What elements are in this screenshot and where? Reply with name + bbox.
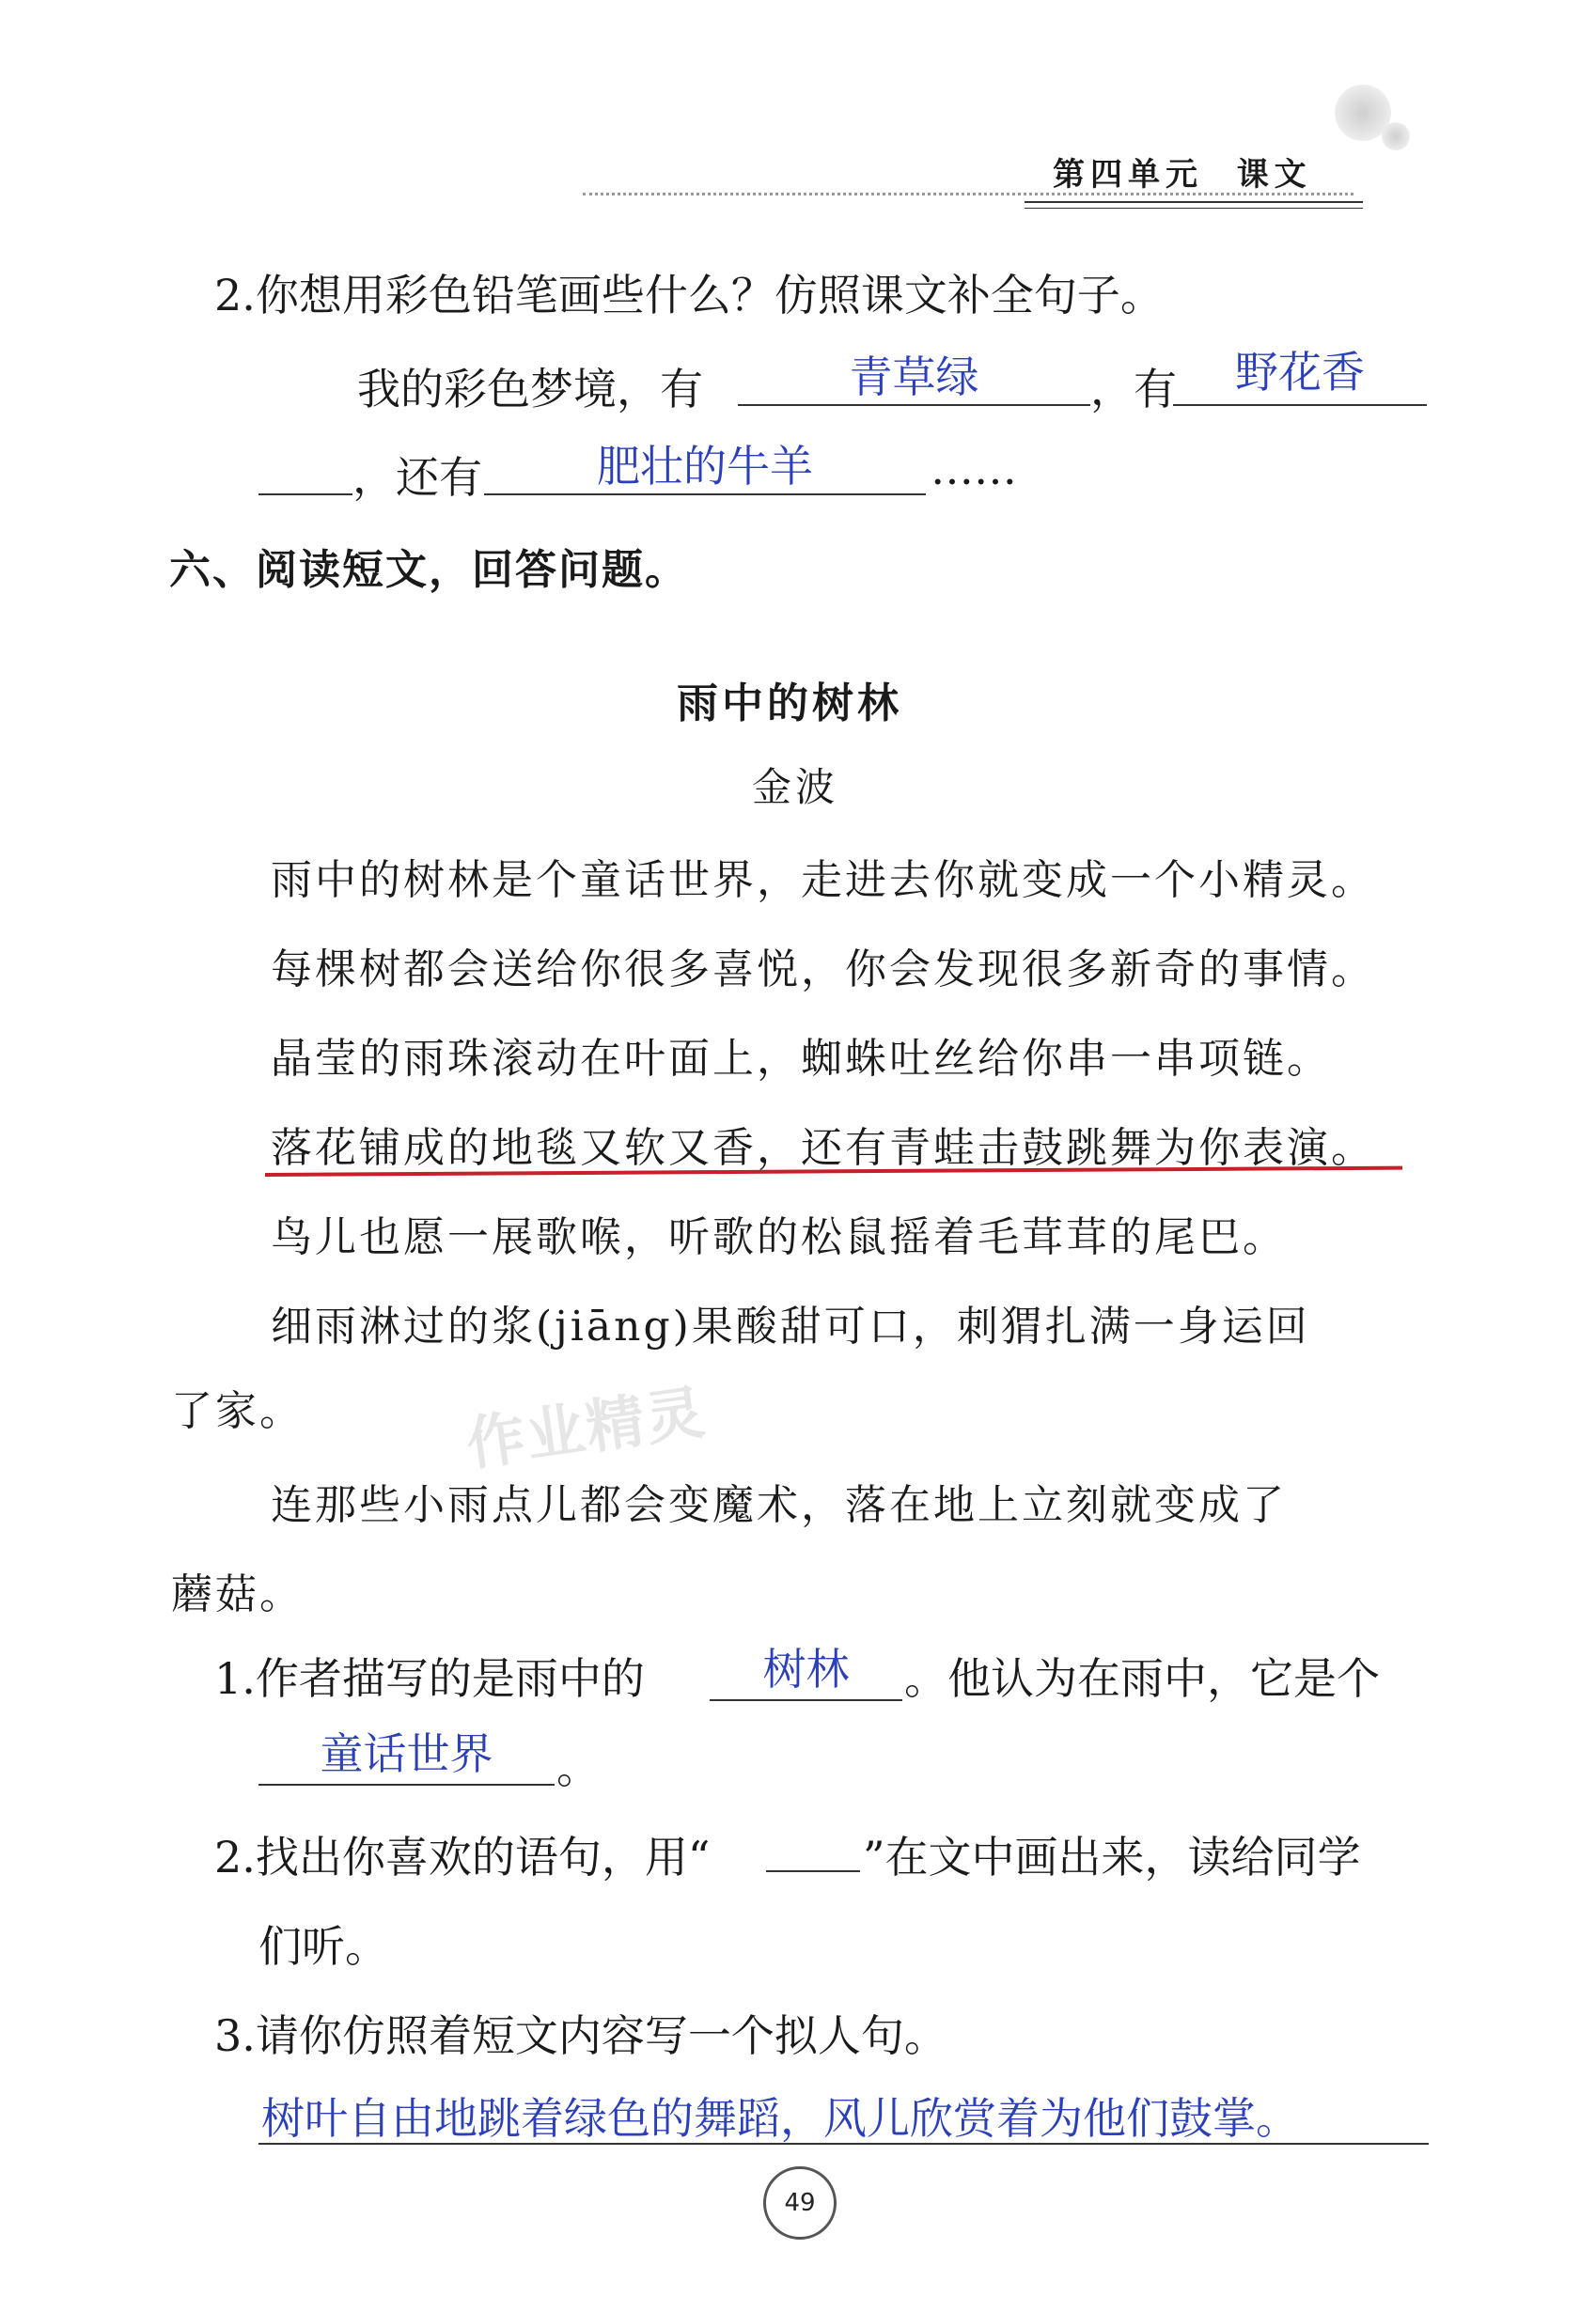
handwritten-answer: 肥壮的牛羊 [597,441,813,492]
poem-author: 金波 [752,764,839,810]
poem-line: 雨中的树林是个童话世界，走进去你就变成一个小精灵。 [271,856,1375,904]
question-prompt: ”在文中画出来，读给同学 [863,1832,1361,1882]
poem-title: 雨中的树林 [677,680,902,727]
fill-text: ，还有 [352,452,482,503]
answer-blank[interactable] [258,493,352,495]
question-prompt: 3.请你仿照着短文内容写一个拟人句。 [214,2010,947,2061]
handwritten-answer: 青草绿 [849,351,979,402]
question-prompt: 。 [556,1742,600,1793]
header-unit: 第四单元 课文 [1053,156,1312,194]
handwritten-answer: 野花香 [1235,347,1365,398]
poem-line: 连那些小雨点儿都会变魔术，落在地上立刻就变成了 [271,1481,1287,1529]
answer-line[interactable] [258,2143,1429,2145]
answer-blank[interactable] [258,1784,555,1786]
header-rule [1025,201,1363,203]
fill-text: 我的彩色梦境，有 [357,364,703,414]
handwritten-answer: 树叶自由地跳着绿色的舞蹈，风儿欣赏着为他们鼓掌。 [261,2093,1299,2144]
ink-splash [1382,122,1410,150]
question-prompt: 1.作者描写的是雨中的 [214,1653,645,1704]
handwritten-answer: 树林 [762,1644,850,1695]
question-prompt: 2.找出你喜欢的语句，用“ [214,1832,711,1882]
question-prompt: 2.你想用彩色铅笔画些什么？仿照课文补全句子。 [214,270,1164,320]
fill-text: …… [931,444,1017,494]
poem-line: 蘑菇。 [171,1570,304,1618]
answer-blank[interactable] [1173,404,1427,406]
handwritten-answer: 童话世界 [320,1728,493,1779]
page-number: 49 [763,2166,837,2240]
underline-sample [766,1870,860,1872]
watermark: 作业精灵 [462,1377,711,1479]
fill-text: ，有 [1090,364,1177,414]
section-heading: 六、阅读短文，回答问题。 [169,546,688,594]
poem-line: 了家。 [171,1387,304,1435]
poem-line-underlined: 落花铺成的地毯又软又香，还有青蛙击鼓跳舞为你表演。 [271,1124,1375,1172]
answer-blank[interactable] [710,1699,902,1701]
header-divider [583,193,1353,195]
poem-line: 晶莹的雨珠滚动在叶面上，蜘蛛吐丝给你串一串项链。 [271,1035,1331,1083]
poem-line: 每棵树都会送给你很多喜悦，你会发现很多新奇的事情。 [271,945,1375,993]
poem-line: 细雨淋过的浆(jiāng)果酸甜可口，刺猬扎满一身运回 [271,1303,1310,1351]
question-prompt: 。他认为在雨中，它是个 [904,1653,1380,1704]
poem-line: 鸟儿也愿一展歌喉，听歌的松鼠摇着毛茸茸的尾巴。 [271,1213,1287,1261]
question-prompt: 们听。 [258,1921,388,1972]
header-rule [1025,208,1363,209]
